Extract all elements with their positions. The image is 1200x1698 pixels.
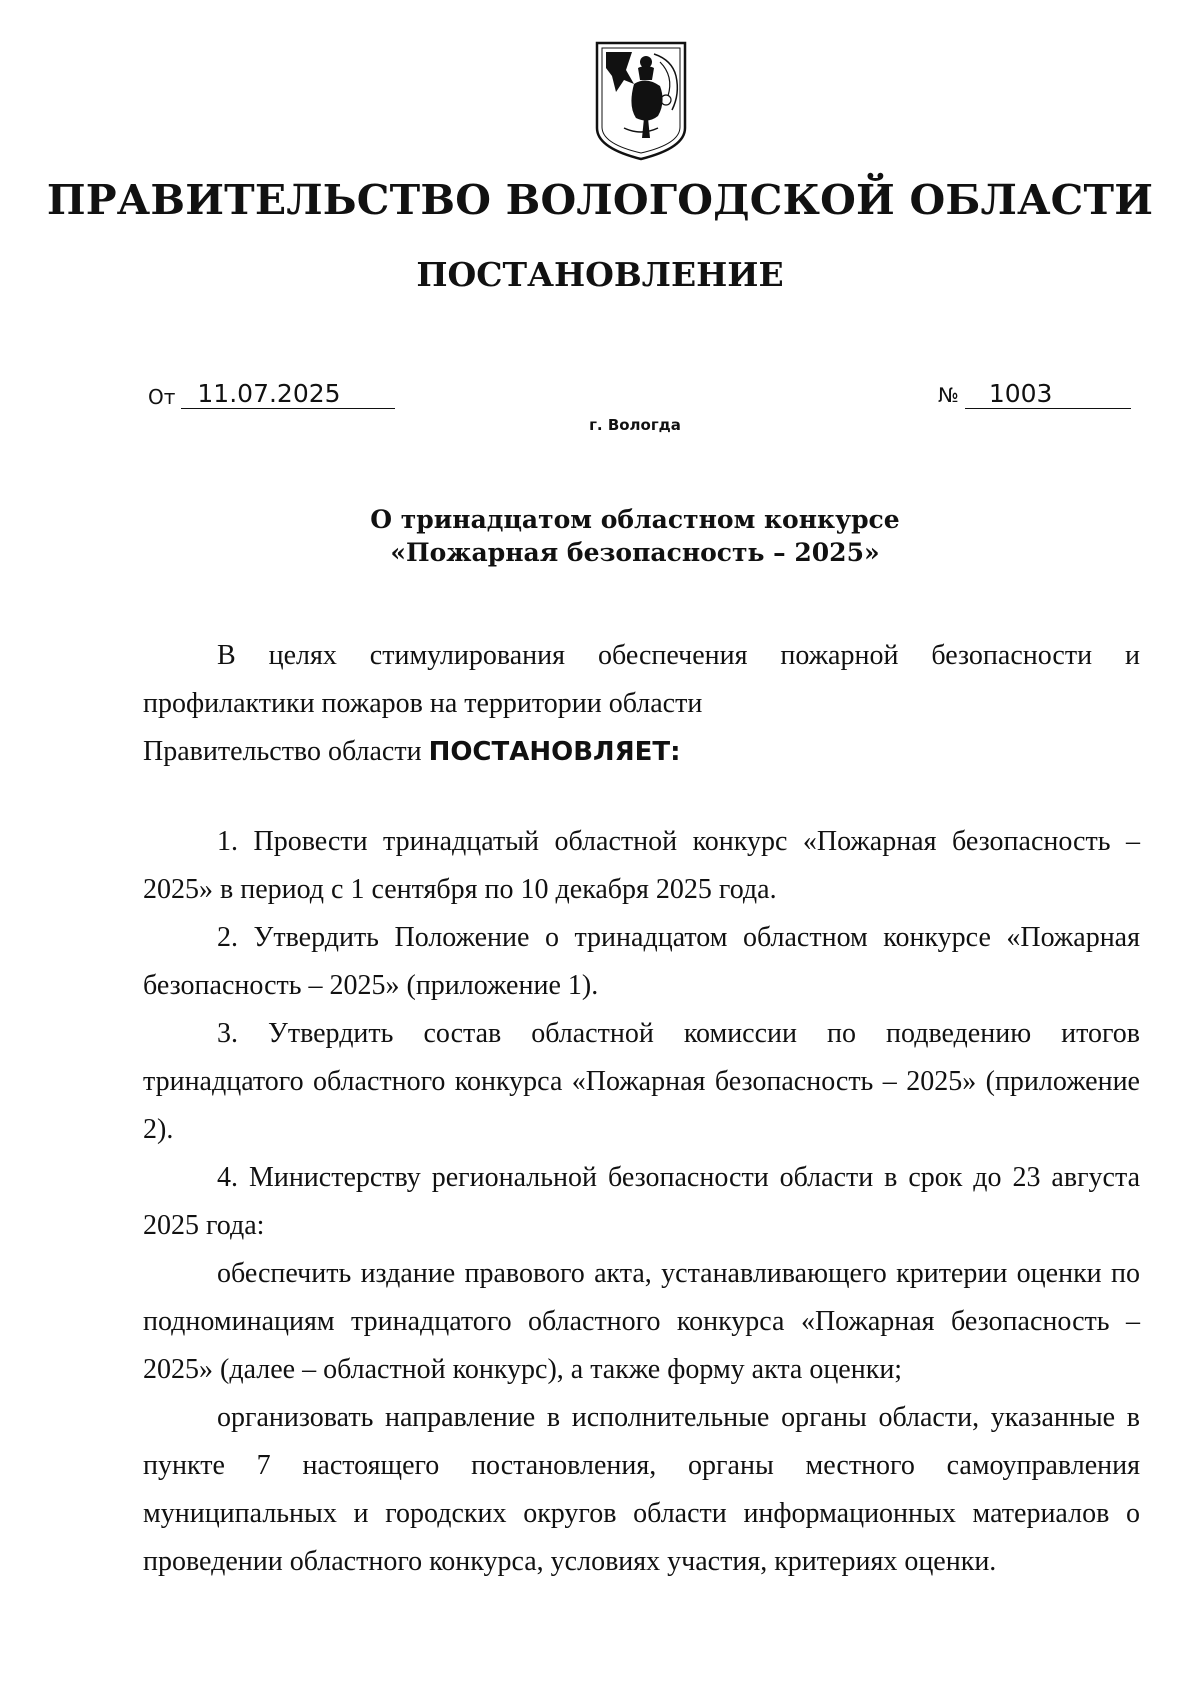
preamble-text: В целях стимулирования обеспечения пожарной безопасности и профилактики пожаров на территории области: [143, 640, 1140, 719]
resolves-line: [143, 728, 1140, 776]
number-label: №: [938, 383, 959, 407]
list-item: обеспечить издание правового акта, устанавливающего критерии оценки по подноминациям тринадцатого областного конкурса «Пожарная безопасность – 2025» (далее – областной конкурс), а также форму акта оценки;: [143, 1258, 1140, 1385]
list-item: организовать направление в исполнительные органы области, указанные в пункте 7 настоящего постановления, органы местного самоуправления муниципальных и городских округов области информационных материалов о проведении областного конкурса, условиях участия, критериях оценки.: [143, 1402, 1140, 1577]
document-subject: [0, 503, 1200, 569]
date-value: 11.07.2025: [181, 380, 395, 409]
government-title: ПРАВИТЕЛЬСТВО ВОЛОГОДСКОЙ ОБЛАСТИ: [46, 176, 1154, 224]
subject-line-1: О тринадцатом областном конкурсе: [370, 505, 900, 534]
city-label: г. Вологда: [589, 416, 681, 434]
list-item: 2. Утвердить Положение о тринадцатом областном конкурсе «Пожарная безопасность – 2025» (приложение 1).: [143, 922, 1140, 1001]
coat-of-arms-emblem: [594, 40, 688, 162]
date-field: [148, 380, 395, 409]
number-field: [938, 380, 1131, 409]
subject-line-2: «Пожарная безопасность – 2025»: [390, 538, 880, 567]
number-value: 1003: [965, 380, 1131, 409]
document-type-title: ПОСТАНОВЛЕНИЕ: [416, 255, 784, 294]
resolves-prefix: Правительство области: [143, 736, 429, 767]
list-item: 4. Министерству региональной безопасности области в срок до 23 августа 2025 года:: [143, 1162, 1140, 1241]
resolves-word: ПОСТАНОВЛЯЕТ:: [428, 737, 681, 767]
list-item: 3. Утвердить состав областной комиссии по подведению итогов тринадцатого областного конкурса «Пожарная безопасность – 2025» (приложение 2).: [143, 1018, 1140, 1145]
document-body: [143, 632, 1140, 1586]
spacer: [143, 776, 1140, 818]
date-label: От: [148, 385, 176, 409]
list-item: 1. Провести тринадцатый областной конкурс «Пожарная безопасность – 2025» в период с 1 сентября по 10 декабря 2025 года.: [143, 826, 1140, 905]
